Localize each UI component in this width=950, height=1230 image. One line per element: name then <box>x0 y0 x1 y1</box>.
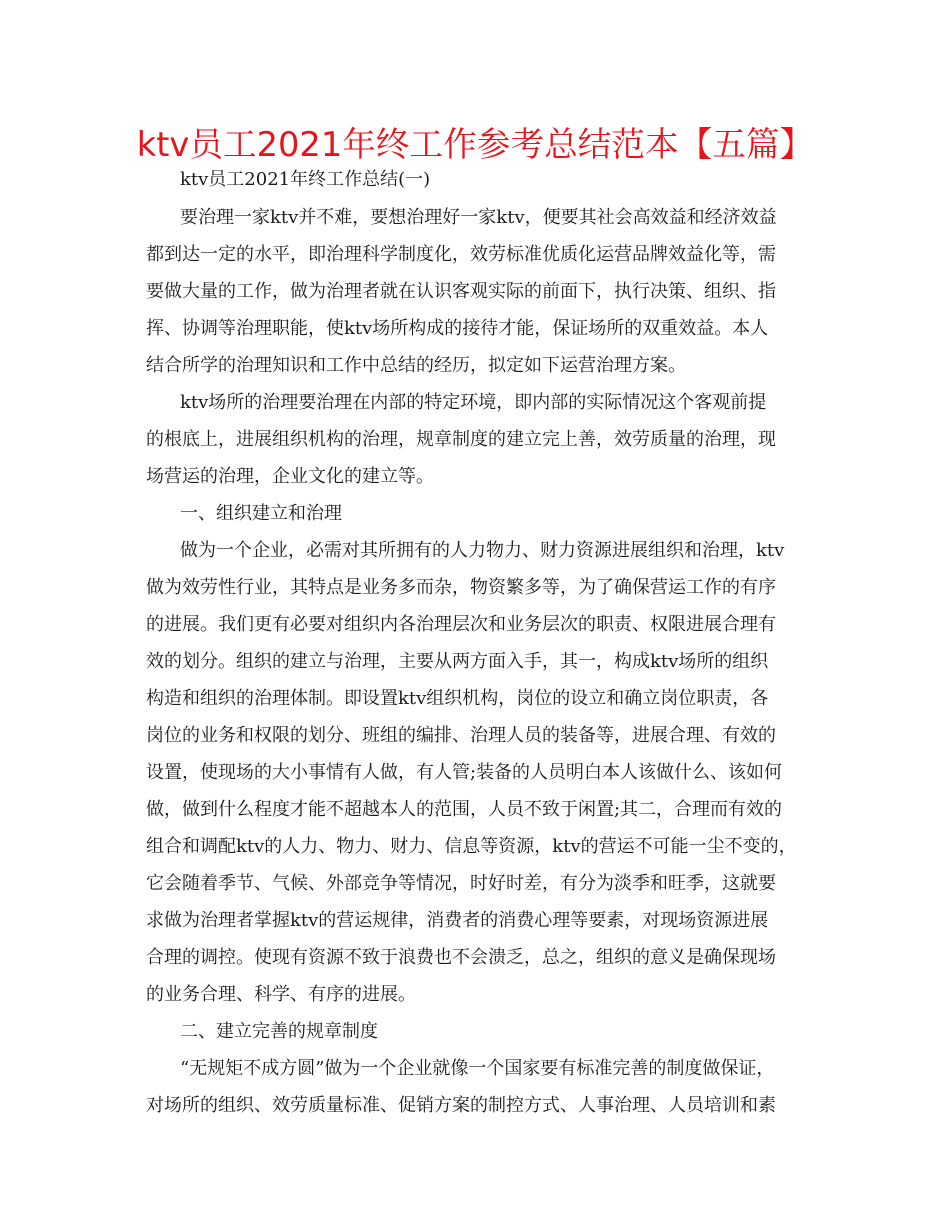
paragraph-line: 做为一个企业，必需对其所拥有的人力物力、财力资源进展组织和治理，ktv <box>180 540 785 561</box>
paragraph-line: 岗位的业务和权限的划分、班组的编排、治理人员的装备等，进展合理、有效的 <box>146 725 776 746</box>
paragraph-line: 的根底上，进展组织机构的治理，规章制度的建立完上善，效劳质量的治理，现 <box>146 429 776 450</box>
paragraph-line: 要治理一家ktv并不难，要想治理好一家ktv，便要其社会高效益和经济效益 <box>180 207 777 228</box>
paragraph-line: 的进展。我们更有必要对组织内各治理层次和业务层次的职责、权限进展合理有 <box>146 614 776 635</box>
paragraph-line: 的业务合理、科学、有序的进展。 <box>146 984 416 1005</box>
paragraph-line: 构造和组织的治理体制。即设置ktv组织机构，岗位的设立和确立岗位职责，各 <box>146 688 769 709</box>
paragraph-line: 都到达一定的水平，即治理科学制度化，效劳标准优质化运营品牌效益化等，需 <box>146 244 776 265</box>
paragraph-line: 挥、协调等治理职能，使ktv场所构成的接待才能，保证场所的双重效益。本人 <box>146 318 769 339</box>
paragraph-line: 结合所学的治理知识和工作中总结的经历，拟定如下运营治理方案。 <box>146 355 686 376</box>
section-heading: 二、建立完善的规章制度 <box>180 1021 378 1042</box>
paragraph-line: ktv场所的治理要治理在内部的特定环境，即内部的实际情况这个客观前提 <box>180 392 767 413</box>
paragraph-line: 组合和调配ktv的人力、物力、财力、信息等资源，ktv的营运不可能一尘不变的， <box>146 836 797 857</box>
paragraph-line: “无规矩不成方圆”做为一个企业就像一个国家要有标准完善的制度做保证， <box>180 1058 775 1079</box>
paragraph-line: 要做大量的工作，做为治理者就在认识客观实际的前面下，执行决策、组织、指 <box>146 281 776 302</box>
paragraph-line: 设置，使现场的大小事情有人做，有人管;装备的人员明白本人该做什么、该如何 <box>146 762 783 783</box>
section-subtitle: ktv员工2021年终工作总结(一) <box>180 169 431 190</box>
paragraph-line: 它会随着季节、气候、外部竞争等情况，时好时差，有分为淡季和旺季，这就要 <box>146 873 776 894</box>
document-title: ktv员工2021年终工作参考总结范本【五篇】 <box>136 125 814 165</box>
section-heading: 一、组织建立和治理 <box>180 503 342 524</box>
paragraph-line: 合理的调控。使现有资源不致于浪费也不会溃乏，总之，组织的意义是确保现场 <box>146 947 776 968</box>
paragraph-line: 求做为治理者掌握ktv的营运规律，消费者的消费心理等要素，对现场资源进展 <box>146 910 769 931</box>
paragraph-line: 做为效劳性行业，其特点是业务多而杂，物资繁多等，为了确保营运工作的有序 <box>146 577 776 598</box>
paragraph-line: 效的划分。组织的建立与治理，主要从两方面入手，其一，构成ktv场所的组织 <box>146 651 769 672</box>
paragraph-line: 场营运的治理，企业文化的建立等。 <box>146 466 434 487</box>
paragraph-line: 做，做到什么程度才能不超越本人的范围，人员不致于闲置;其二，合理而有效的 <box>146 799 783 820</box>
paragraph-line: 对场所的组织、效劳质量标准、促销方案的制控方式、人事治理、人员培训和素 <box>146 1095 776 1116</box>
